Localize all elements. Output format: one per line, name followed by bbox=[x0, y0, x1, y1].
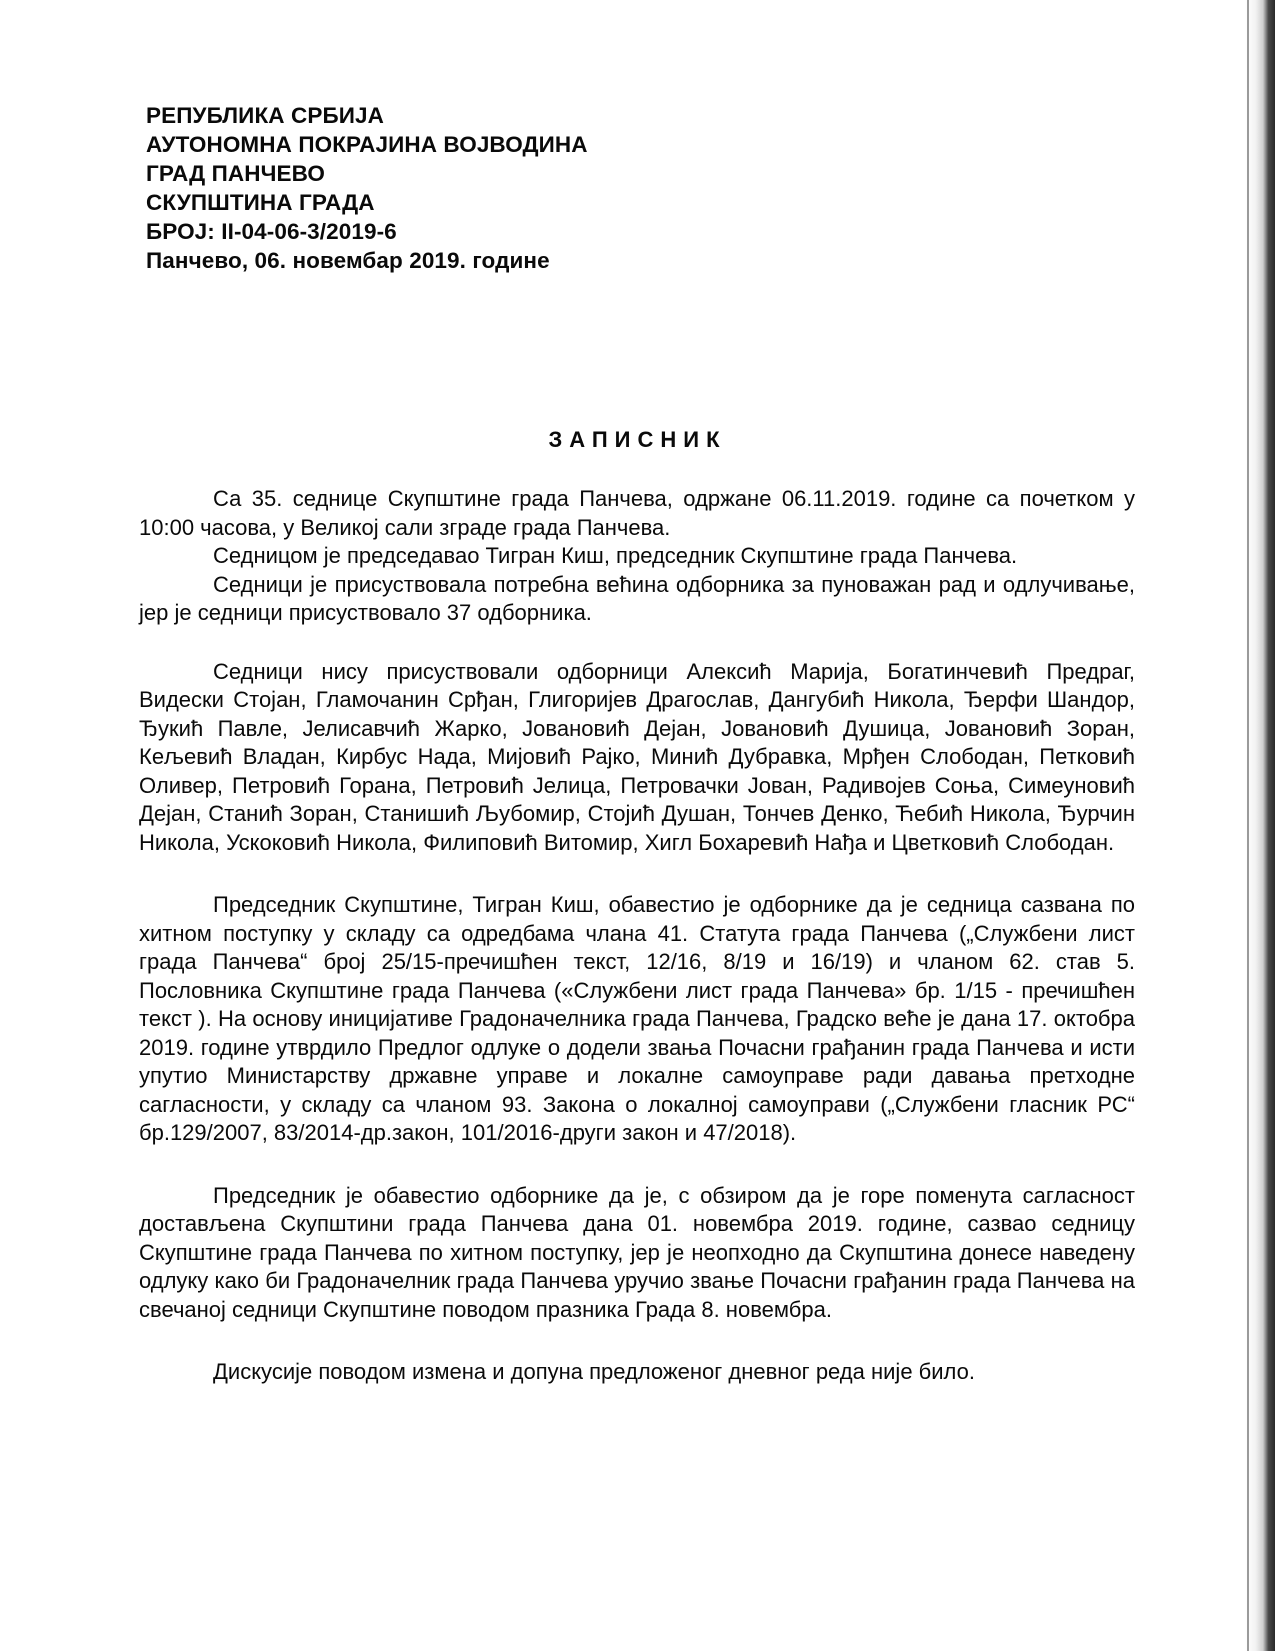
spacer bbox=[139, 1148, 1135, 1182]
header-province: АУТОНОМНА ПОКРАЈИНА ВОЈВОДИНА bbox=[146, 132, 588, 157]
paragraph-agenda-discussion: Дискусије поводом измена и допуна предложеног дневног реда није било. bbox=[213, 1359, 975, 1384]
paragraph-chair: Седницом је председавао Тигран Киш, председник Скупштине града Панчева. bbox=[213, 543, 1018, 568]
document-title: ЗАПИСНИК bbox=[548, 427, 727, 452]
paragraph-quorum: Седници је присуствовала потребна већина одборника за пуноважан рад и одлучивање, јер је седници присуствовало 37 одборника. bbox=[139, 571, 1135, 625]
spacer bbox=[139, 1324, 1135, 1358]
paragraph-absent: Седници нису присуствовали одборници Алексић Марија, Богатинчевић Предраг, Видески Стојан, Гламочанин Срђан, Глигоријев Драгослав, Дангубић Никола, Ђерфи Шандор, Ђукић Павле, Јелисавчић Жарко, Јовановић Дејан, Јовановић Душица, Јовановић Зоран, Кељевић Владан, Кирбус Нада, Мијовић Рајко, Минић Дубравка, Мрђен Слободан, Петковић Оливер, Петровић Горана, Петровић Јелица, Петровачки Јован, Радивојев Соња, Симеуновић Дејан, Станић Зоран, Станишић Љубомир, Стојић Душан, Тончев Денко, Ћебић Никола, Ђурчин Никола, Ускоковић Никола, Филиповић Витомир, Хигл Бохаревић Нађа и Цветковић Слободан. bbox=[139, 658, 1135, 855]
header-city: ГРАД ПАНЧЕВО bbox=[146, 161, 326, 186]
page-edge-shadow bbox=[1245, 0, 1275, 1651]
header-republic: РЕПУБЛИКА СРБИЈА bbox=[146, 103, 384, 128]
document-header bbox=[146, 101, 588, 275]
document-body bbox=[139, 485, 1135, 1387]
paragraph-consent: Председник је обавестио одборнике да је, с обзиром да је горе поменута сагласност достављена Скупштини града Панчева дана 01. новембра 2019. године, сазвао седницу Скупштине града Панчева по хитном поступку, јер је неопходно да Скупштина донесе наведену одлуку како би Градоначелник града Панчева уручио звање Почасни грађанин града Панчева на свечаној седници Скупштине поводом празника Града 8. новембра. bbox=[139, 1182, 1135, 1322]
spacer bbox=[139, 857, 1135, 891]
paragraph-urgent-procedure: Председник Скупштине, Тигран Киш, обавестио је одборнике да је седница сазвана по хитном поступку у складу са одредбама члана 41. Статута града Панчева („Службени лист града Панчева“ број 25/15-пречишћен текст, 12/16, 8/19 и 16/19) и чланом 62. став 5. Пословника Скупштине града Панчева («Службени лист града Панчева» бр. 1/15 - пречишћен текст ). На основу иницијативе Градоначелника града Панчева, Градско веће је дана 17. октобра 2019. године утврдило Предлог одлуке о додели звања Почасни грађанин града Панчева и исти упутио Министарству државне управе и локалне самоуправе ради давања претходне сагласности, у складу са чланом 93. Закона о локалној самоуправи („Службени гласник РС“ бр.129/2007, 83/2014-др.закон, 101/2016-други закон и 47/2018). bbox=[139, 892, 1135, 1145]
paragraph-session-info: Са 35. седнице Скупштине града Панчева, одржане 06.11.2019. године са почетком у 10:00 часова, у Великој сали зграде града Панчева. bbox=[139, 486, 1135, 540]
page-edge-line bbox=[1247, 0, 1249, 1651]
spacer bbox=[139, 628, 1135, 658]
header-place-date: Панчево, 06. новембар 2019. године bbox=[146, 248, 550, 273]
header-assembly: СКУПШТИНА ГРАДА bbox=[146, 190, 375, 215]
header-number: БРОЈ: II-04-06-3/2019-6 bbox=[146, 219, 397, 244]
